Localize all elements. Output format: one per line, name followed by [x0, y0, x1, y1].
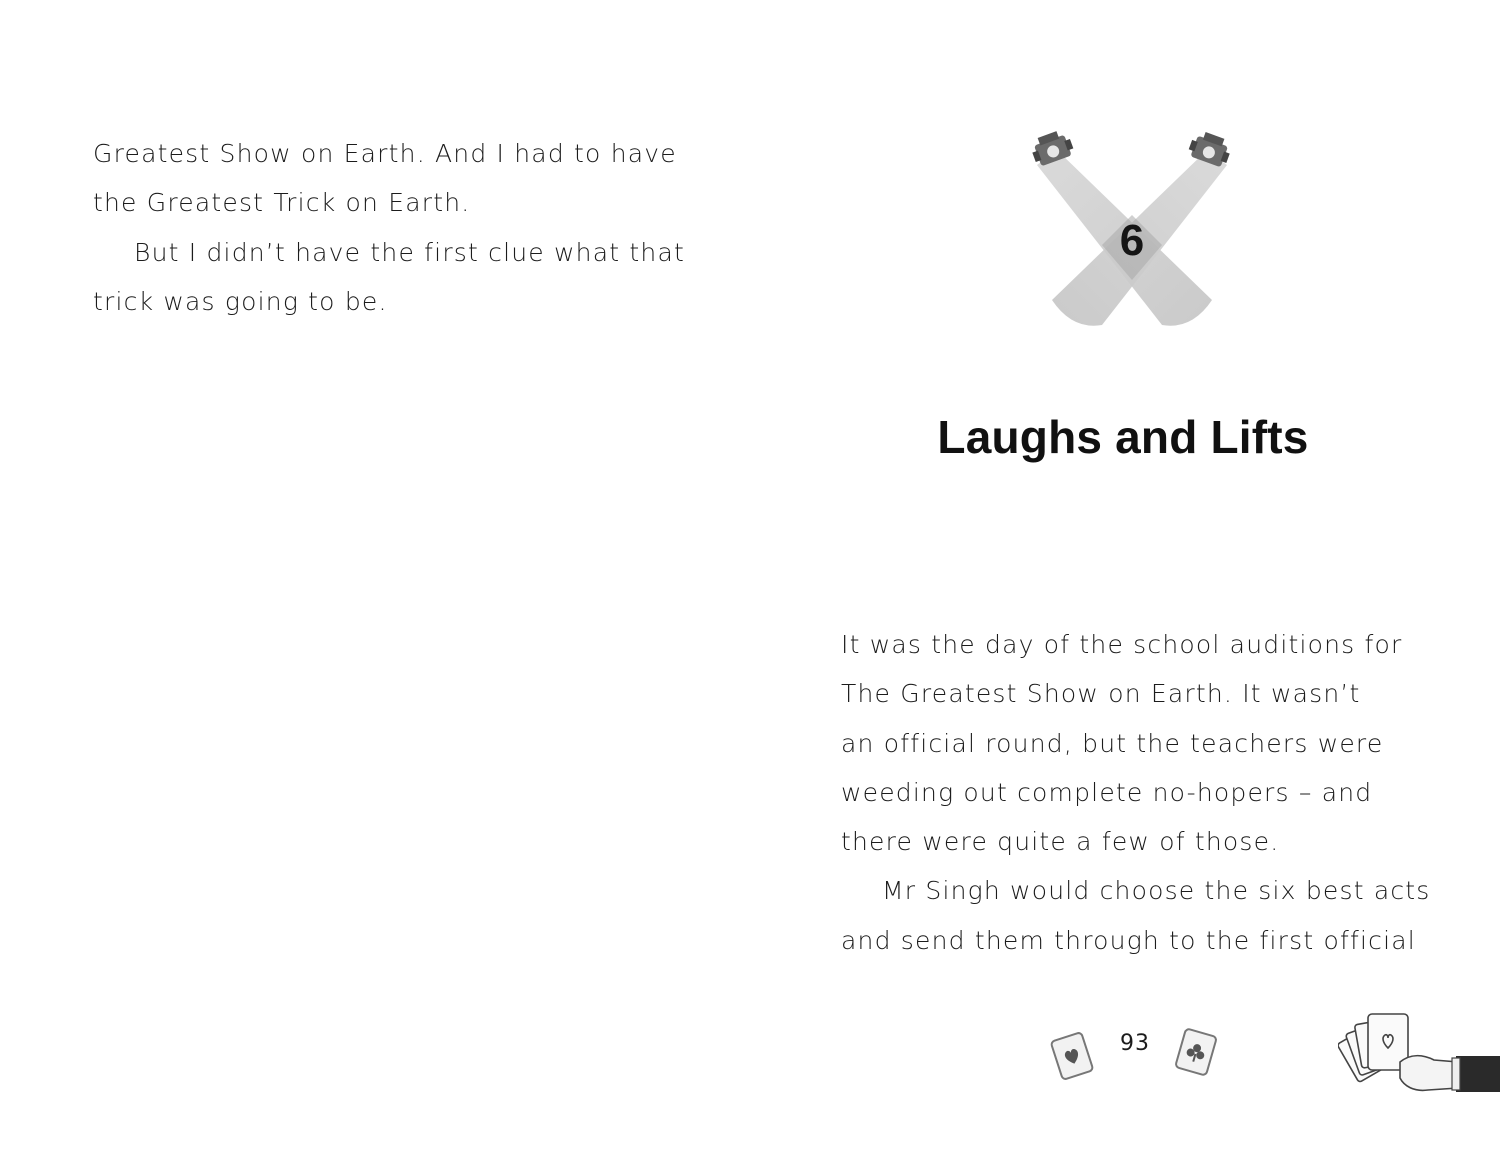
right-body-text — [841, 620, 1441, 965]
left-body-text — [93, 129, 693, 326]
text-line: But I didn’t have the first clue what that — [134, 237, 685, 267]
right-page — [750, 0, 1500, 1151]
playing-card-club-icon — [1168, 1024, 1224, 1080]
page-number: 93 — [1120, 1031, 1150, 1056]
text-line: The Greatest Show on Earth. It wasn’t — [841, 679, 1361, 709]
page-footer — [1040, 1018, 1230, 1088]
text-line: and send them through to the first official — [841, 925, 1416, 955]
hand-holding-cards-icon — [1338, 1004, 1500, 1104]
chapter-emblem — [1012, 120, 1252, 340]
text-line: the Greatest Trick on Earth. — [93, 188, 471, 218]
text-line: Mr Singh would choose the six best acts — [882, 876, 1431, 906]
text-line: weeding out complete no-hopers – and — [841, 777, 1373, 807]
chapter-number: 6 — [1119, 216, 1145, 265]
text-line: trick was going to be. — [93, 286, 388, 316]
chapter-title: Laughs and Lifts — [937, 411, 1309, 463]
spotlight-icon — [1187, 129, 1234, 169]
text-line: Greatest Show on Earth. And I had to have — [93, 139, 677, 168]
text-line: It was the day of the school auditions for — [841, 630, 1403, 659]
playing-card-heart-icon — [1044, 1028, 1100, 1084]
text-line: an official round, but the teachers were — [841, 728, 1384, 758]
text-line: there were quite a few of those. — [841, 827, 1280, 857]
